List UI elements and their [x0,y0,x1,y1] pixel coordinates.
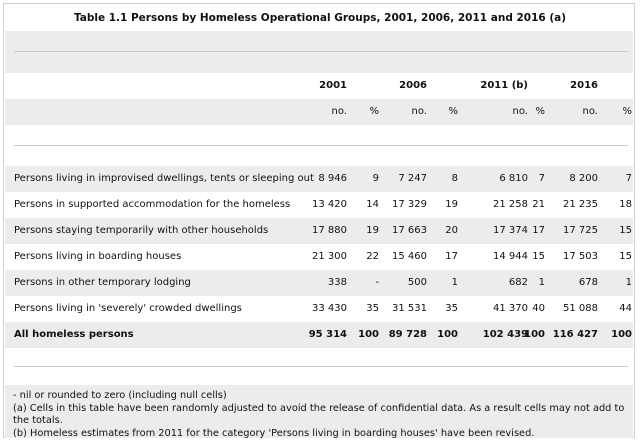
row-label: Persons living in 'severely' crowded dwellings [14,303,242,314]
table-cell: 682 [508,277,528,288]
total-cell: 95 314 [308,329,347,340]
table-cell: 678 [578,277,598,288]
table-cell: 17 329 [392,199,427,210]
unit-cell: no. [512,106,528,117]
table-cell: 21 235 [563,199,598,210]
year-2006: 2006 [399,80,427,91]
row-label: Persons living in boarding houses [14,251,182,262]
table-cell: 338 [327,277,347,288]
table-cell: 500 [407,277,427,288]
table-cell: 31 531 [392,303,427,314]
table-cell: 35 [445,303,458,314]
table-cell: 17 [445,251,458,262]
table-cell: 7 [538,173,545,184]
table-cell: 1 [538,277,545,288]
table-cell: 40 [532,303,545,314]
footnote-nil: - nil or rounded to zero (including null cells) [13,390,227,401]
table-cell: 15 460 [392,251,427,262]
total-cell: 100 [437,329,458,340]
table-cell: 14 944 [493,251,528,262]
footnote-b: (b) Homeless estimates from 2011 for the category 'Persons living in boarding houses' have been revised. [13,427,535,439]
table-cell: 8 946 [318,173,347,184]
table-cell: 17 725 [563,225,598,236]
table-cell: 17 880 [312,225,347,236]
table-row [5,218,633,244]
table-cell: 1 [625,277,632,288]
table-row [5,270,633,296]
table-cell: 8 [451,173,458,184]
unit-cell: no. [582,106,598,117]
unit-cell: no. [411,106,427,117]
table-cell: 33 430 [312,303,347,314]
table-cell: 13 420 [312,199,347,210]
row-label: Persons in supported accommodation for the homeless [14,199,291,210]
year-2011: 2011 (b) [480,80,528,91]
footnote-a: (a) Cells in this table have been randomly adjusted to avoid the release of confidential data. As a result cells may not add to the totals. [13,402,625,426]
year-2016: 2016 [570,80,598,91]
table-cell: 17 663 [392,225,427,236]
total-label: All homeless persons [14,329,134,340]
table-cell: 15 [619,251,632,262]
total-cell: 89 728 [388,329,427,340]
table-cell: 21 300 [312,251,347,262]
table-row [5,192,633,218]
footnotes [5,385,633,438]
table-cell: 9 [372,173,379,184]
row-label: Persons staying temporarily with other households [14,225,269,236]
section-spacer [5,125,633,163]
table-title: Table 1.1 Persons by Homeless Operational Groups, 2001, 2006, 2011 and 2016 (a) [73,12,567,24]
table-row [5,244,633,270]
year-2001: 2001 [319,80,347,91]
row-label: Persons living in improvised dwellings, tents or sleeping out [14,173,314,184]
table-cell: - [375,277,379,288]
table-cell: 17 503 [563,251,598,262]
table-cell: 8 200 [569,173,598,184]
table-cell: 21 [532,199,545,210]
unit-cell: % [622,106,632,117]
table-cell: 14 [366,199,379,210]
table-cell: 41 370 [493,303,528,314]
table-container [3,3,635,438]
table-row [5,166,633,192]
total-cell: 100 [611,329,632,340]
table-cell: 7 247 [398,173,427,184]
top-spacer-band [5,31,633,73]
unit-cell: no. [331,106,347,117]
total-row [5,322,633,348]
table-cell: 19 [445,199,458,210]
table-cell: 7 [625,173,632,184]
table-cell: 51 088 [563,303,598,314]
unit-cell: % [448,106,458,117]
table-cell: 19 [366,225,379,236]
table-row [5,296,633,322]
divider [14,145,628,146]
unit-cell: % [535,106,545,117]
total-cell: 100 [524,329,545,340]
row-label: Persons in other temporary lodging [14,277,191,288]
table-cell: 15 [532,251,545,262]
table-cell: 44 [619,303,632,314]
table-cell: 18 [619,199,632,210]
total-cell: 100 [358,329,379,340]
table-cell: 21 258 [493,199,528,210]
table-cell: 15 [619,225,632,236]
table-cell: 1 [451,277,458,288]
divider [14,51,628,52]
year-header-row [5,73,633,99]
table-cell: 35 [366,303,379,314]
total-cell: 116 427 [552,329,598,340]
table-cell: 17 [532,225,545,236]
unit-cell: % [369,106,379,117]
units-header-row [5,99,633,125]
table-cell: 17 374 [493,225,528,236]
table-cell: 22 [366,251,379,262]
divider [14,366,628,367]
table-cell: 6 810 [499,173,528,184]
table-cell: 20 [445,225,458,236]
total-cell: 102 439 [482,329,528,340]
